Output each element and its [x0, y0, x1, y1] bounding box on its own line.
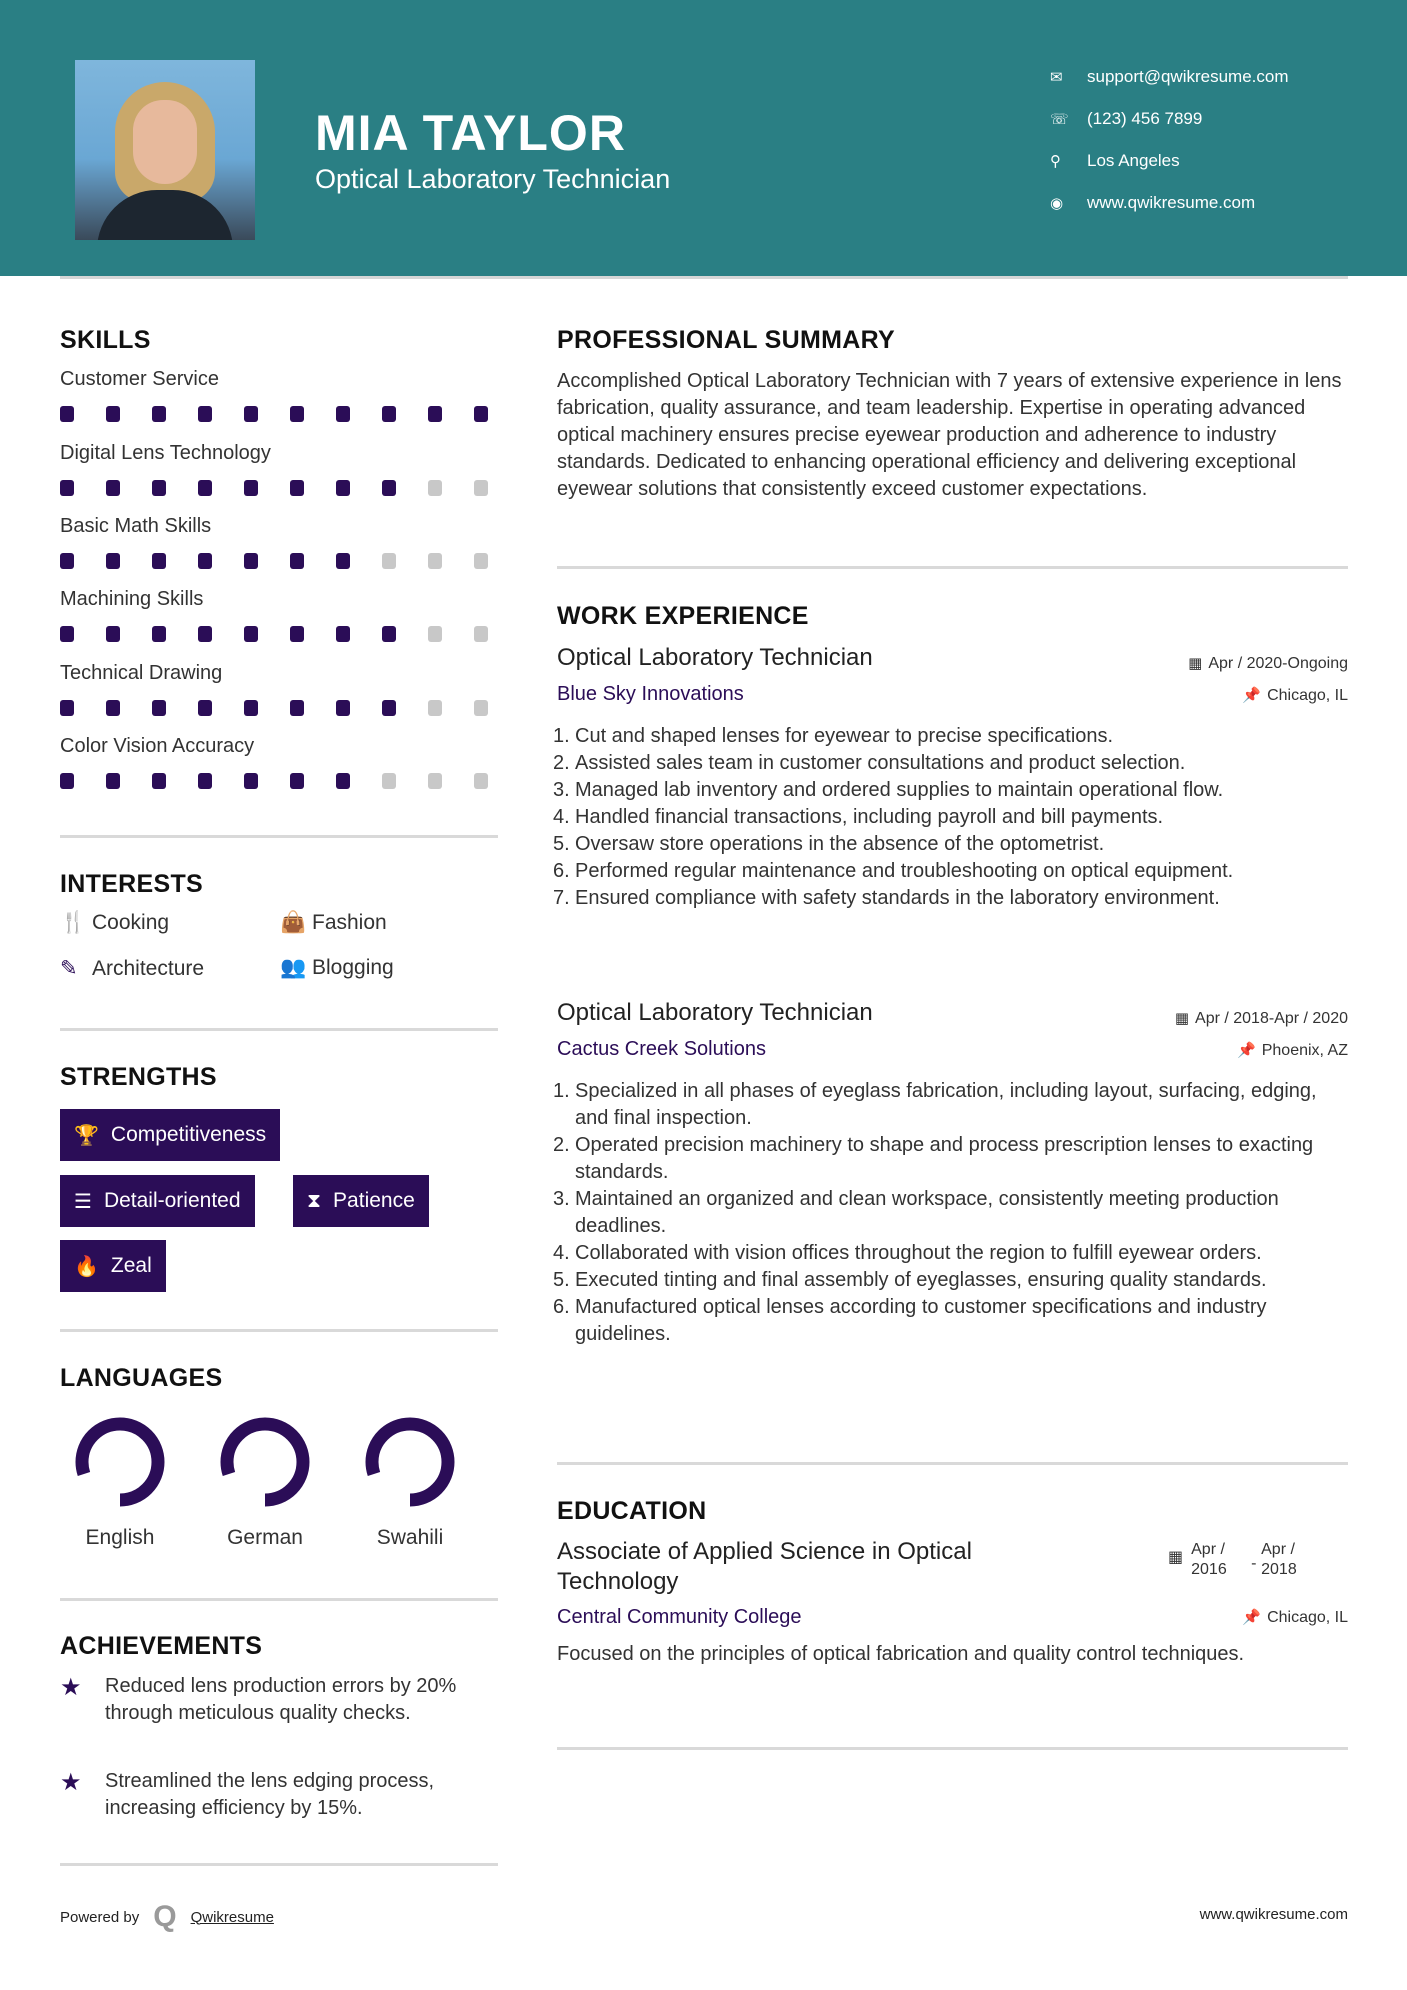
experience-heading: WORK EXPERIENCE — [557, 602, 809, 630]
section-divider — [60, 1598, 498, 1601]
skill-item — [60, 735, 500, 789]
skill-dot — [106, 406, 120, 422]
language-ring — [360, 1412, 460, 1512]
skill-dot — [290, 406, 304, 422]
interests-heading: INTERESTS — [60, 870, 203, 898]
fire-icon: 🔥 — [74, 1255, 99, 1278]
skill-dot — [152, 700, 166, 716]
list-item: 6. Performed regular maintenance and troubleshooting on optical equipment. — [553, 860, 1234, 882]
footer-powered-by: Powered by Q Qwikresume — [60, 1900, 274, 1933]
skill-dot — [336, 406, 350, 422]
language-ring — [215, 1412, 315, 1512]
skill-rating — [60, 626, 500, 642]
skill-dot — [198, 480, 212, 496]
skill-dot — [428, 773, 442, 789]
language-name: English — [85, 1526, 155, 1549]
location-pin-icon: ⚲ — [1050, 153, 1061, 170]
calendar-icon: ▦ — [1168, 1549, 1184, 1566]
pin-icon: 📌 — [1237, 1042, 1256, 1059]
skill-dot — [474, 553, 488, 569]
interest-blogging: 👥 Blogging — [280, 956, 394, 979]
skill-dot — [198, 626, 212, 642]
calendar-icon: ▦ — [1174, 1010, 1190, 1027]
job-title: Optical Laboratory Technician — [557, 644, 873, 671]
skill-dot — [382, 480, 396, 496]
skill-dot — [428, 700, 442, 716]
skill-item — [60, 368, 500, 422]
skill-dot — [382, 773, 396, 789]
skill-dot — [60, 553, 74, 569]
language-level-arc — [82, 1424, 158, 1500]
skill-dot — [474, 773, 488, 789]
language-item — [205, 1412, 325, 1550]
skill-dot — [244, 480, 258, 496]
language-ring — [70, 1412, 170, 1512]
job-location: 📌 Phoenix, AZ — [1237, 1042, 1348, 1059]
skill-dot — [106, 700, 120, 716]
education-end: Apr / 2018 — [1261, 1541, 1297, 1578]
skill-dot — [60, 700, 74, 716]
phone-icon: ☏ — [1050, 111, 1069, 128]
skill-dot — [60, 480, 74, 496]
education-dates: ▦ Apr / 2016 - Apr / 2018 — [1168, 1541, 1297, 1578]
contact-email[interactable]: ✉ support@qwikresume.com — [1050, 67, 1289, 86]
skill-dot — [428, 553, 442, 569]
skill-dot — [290, 480, 304, 496]
company-name: Blue Sky Innovations — [557, 683, 744, 705]
skill-dot — [106, 480, 120, 496]
language-item — [60, 1412, 180, 1550]
company-name: Cactus Creek Solutions — [557, 1038, 766, 1060]
languages-heading: LANGUAGES — [60, 1364, 223, 1392]
drafting-icon: ✎ — [60, 957, 78, 980]
strength-tag: 🏆 Competitiveness — [60, 1109, 280, 1161]
job-dates: ▦ Apr / 2018-Apr / 2020 — [1174, 1010, 1348, 1027]
skill-dot — [244, 406, 258, 422]
skill-item — [60, 588, 500, 642]
skill-dot — [382, 700, 396, 716]
resume-header — [0, 0, 1407, 276]
skill-label: Digital Lens Technology — [60, 442, 271, 464]
skill-dot — [198, 700, 212, 716]
list-item: 1. Specialized in all phases of eyeglass fabrication, including layout, surfacing, edging, and final inspection. — [553, 1080, 1317, 1129]
list-item: 4. Handled financial transactions, including payroll and bill payments. — [553, 806, 1164, 828]
language-level-arc — [227, 1424, 303, 1500]
skill-dot — [60, 406, 74, 422]
profile-photo — [75, 60, 255, 240]
list-icon: ☰ — [74, 1190, 92, 1213]
section-divider — [557, 1747, 1348, 1750]
skill-dot — [198, 773, 212, 789]
skill-dot — [290, 773, 304, 789]
skill-label: Machining Skills — [60, 588, 204, 610]
qwikresume-logo-icon: Q — [153, 1900, 177, 1933]
interest-architecture: ✎ Architecture — [60, 956, 205, 980]
skill-rating — [60, 406, 500, 422]
section-divider — [60, 1028, 498, 1031]
skill-label: Customer Service — [60, 368, 219, 390]
skill-label: Color Vision Accuracy — [60, 735, 255, 757]
list-item: 3. Maintained an organized and clean workspace, consistently meeting production deadlines. — [553, 1188, 1279, 1237]
skill-dot — [382, 626, 396, 642]
education-location: 📌 Chicago, IL — [1242, 1609, 1348, 1626]
skill-dot — [106, 626, 120, 642]
list-item: 5. Oversaw store operations in the absence of the optometrist. — [553, 833, 1105, 855]
job-location: 📌 Chicago, IL — [1242, 687, 1348, 704]
shopping-bag-icon: 👜 — [280, 911, 307, 934]
skill-dot — [244, 700, 258, 716]
summary-heading: PROFESSIONAL SUMMARY — [557, 326, 895, 354]
skill-rating — [60, 480, 500, 496]
calendar-icon: ▦ — [1188, 655, 1203, 672]
skill-dot — [152, 406, 166, 422]
language-level-arc — [372, 1424, 448, 1500]
list-item: 6. Manufactured optical lenses according to customer specifications and industry guidelines. — [553, 1296, 1267, 1345]
interest-fashion: 👜 Fashion — [280, 911, 387, 934]
skill-dot — [60, 773, 74, 789]
skill-dot — [336, 626, 350, 642]
interest-cooking: 🍴 Cooking — [60, 911, 170, 934]
list-item: 3. Managed lab inventory and ordered supplies to maintain operational flow. — [553, 779, 1224, 801]
section-divider — [60, 1863, 498, 1866]
job-dates: ▦ Apr / 2020-Ongoing — [1188, 655, 1348, 672]
school-name: Central Community College — [557, 1606, 802, 1628]
achievement-item: ★ Reduced lens production errors by 20% through meticulous quality checks. — [60, 1673, 500, 1727]
education-description: Focused on the principles of optical fabrication and quality control techniques. — [557, 1643, 1245, 1665]
contact-location: ⚲ Los Angeles — [1050, 151, 1180, 170]
skill-dot — [336, 480, 350, 496]
skill-label: Basic Math Skills — [60, 515, 212, 537]
candidate-title: Optical Laboratory Technician — [315, 164, 671, 194]
skill-item — [60, 515, 500, 569]
summary-text: Accomplished Optical Laboratory Technician with 7 years of extensive experience in lens fabrication, quality assurance, and team leadership. Expertise in operating advanced optical machinery ensures precise eyewear production and adherence to industry standards. Dedicated to enhancing operational efficiency and delivering exceptional eyewear solutions that consistently exceed customer expectations. — [557, 370, 1342, 500]
header-divider — [60, 276, 1348, 279]
section-divider — [557, 1462, 1348, 1465]
achievement-item: ★ Streamlined the lens edging process, increasing efficiency by 15%. — [60, 1768, 500, 1822]
list-item: 1. Cut and shaped lenses for eyewear to precise specifications. — [553, 725, 1114, 747]
qwikresume-link[interactable]: Qwikresume — [190, 1908, 274, 1926]
pin-icon: 📌 — [1242, 687, 1262, 704]
contact-list — [1050, 56, 1289, 224]
skill-dot — [382, 553, 396, 569]
degree-title: Associate of Applied Science in Optical Technology — [557, 1538, 972, 1595]
achievements-heading: ACHIEVEMENTS — [60, 1632, 263, 1660]
skill-dot — [336, 700, 350, 716]
list-item: 7. Ensured compliance with safety standards in the laboratory environment. — [553, 887, 1220, 909]
skill-dot — [428, 626, 442, 642]
strengths-heading: STRENGTHS — [60, 1063, 217, 1091]
skill-dot — [106, 773, 120, 789]
skill-dot — [474, 700, 488, 716]
education-start: Apr / 2016 — [1191, 1541, 1227, 1578]
job-bullets — [553, 1078, 1353, 1348]
skill-dot — [474, 626, 488, 642]
globe-icon: ◉ — [1050, 195, 1064, 212]
skill-label: Technical Drawing — [60, 662, 223, 684]
skill-rating — [60, 553, 500, 569]
skill-item — [60, 442, 500, 496]
language-name: German — [227, 1526, 303, 1549]
skill-dot — [244, 553, 258, 569]
star-icon: ★ — [60, 1769, 82, 1796]
list-item: 2. Assisted sales team in customer consultations and product selection. — [553, 752, 1186, 774]
contact-phone[interactable]: ☏ (123) 456 7899 — [1050, 109, 1203, 128]
language-name: Swahili — [376, 1526, 444, 1549]
skill-dot — [244, 773, 258, 789]
skill-dot — [244, 626, 258, 642]
footer-website[interactable]: www.qwikresume.com — [1199, 1906, 1348, 1923]
section-divider — [60, 835, 498, 838]
strength-tag: 🔥 Zeal — [60, 1240, 166, 1292]
star-icon: ★ — [60, 1674, 82, 1701]
candidate-name: MIA TAYLOR — [315, 105, 626, 161]
skill-dot — [152, 773, 166, 789]
skill-dot — [290, 626, 304, 642]
pin-icon: 📌 — [1242, 1609, 1262, 1626]
skill-dot — [152, 626, 166, 642]
users-icon: 👥 — [280, 956, 307, 979]
envelope-icon: ✉ — [1050, 69, 1063, 86]
skill-rating — [60, 700, 500, 716]
strength-tag: ☰ Detail-oriented — [60, 1175, 255, 1227]
skill-dot — [474, 480, 488, 496]
skill-dot — [428, 480, 442, 496]
skill-dot — [290, 700, 304, 716]
section-divider — [557, 566, 1348, 569]
skill-dot — [198, 553, 212, 569]
skill-dot — [198, 406, 212, 422]
contact-website[interactable]: ◉ www.qwikresume.com — [1050, 193, 1256, 212]
skill-item — [60, 662, 500, 716]
skill-dot — [474, 406, 488, 422]
skill-dot — [152, 480, 166, 496]
job-bullets — [553, 723, 1353, 912]
trophy-icon: 🏆 — [74, 1124, 99, 1147]
strength-tag: ⧗ Patience — [293, 1175, 429, 1227]
section-divider — [60, 1329, 498, 1332]
education-heading: EDUCATION — [557, 1497, 707, 1525]
list-item: 4. Collaborated with vision offices throughout the region to fulfill eyewear orders. — [553, 1242, 1262, 1264]
skill-dot — [60, 626, 74, 642]
utensils-icon: 🍴 — [60, 911, 87, 934]
skill-dot — [336, 773, 350, 789]
language-item — [350, 1412, 470, 1550]
skill-dot — [106, 553, 120, 569]
hourglass-icon: ⧗ — [307, 1189, 322, 1212]
job-title: Optical Laboratory Technician — [557, 999, 873, 1026]
skill-dot — [336, 553, 350, 569]
skill-dot — [290, 553, 304, 569]
skill-dot — [152, 553, 166, 569]
skills-heading: SKILLS — [60, 326, 151, 354]
list-item: 2. Operated precision machinery to shape and process prescription lenses to exacting standards. — [553, 1134, 1314, 1183]
skill-dot — [428, 406, 442, 422]
skill-rating — [60, 773, 500, 789]
list-item: 5. Executed tinting and final assembly of eyeglasses, ensuring quality standards. — [553, 1269, 1267, 1291]
skill-dot — [382, 406, 396, 422]
